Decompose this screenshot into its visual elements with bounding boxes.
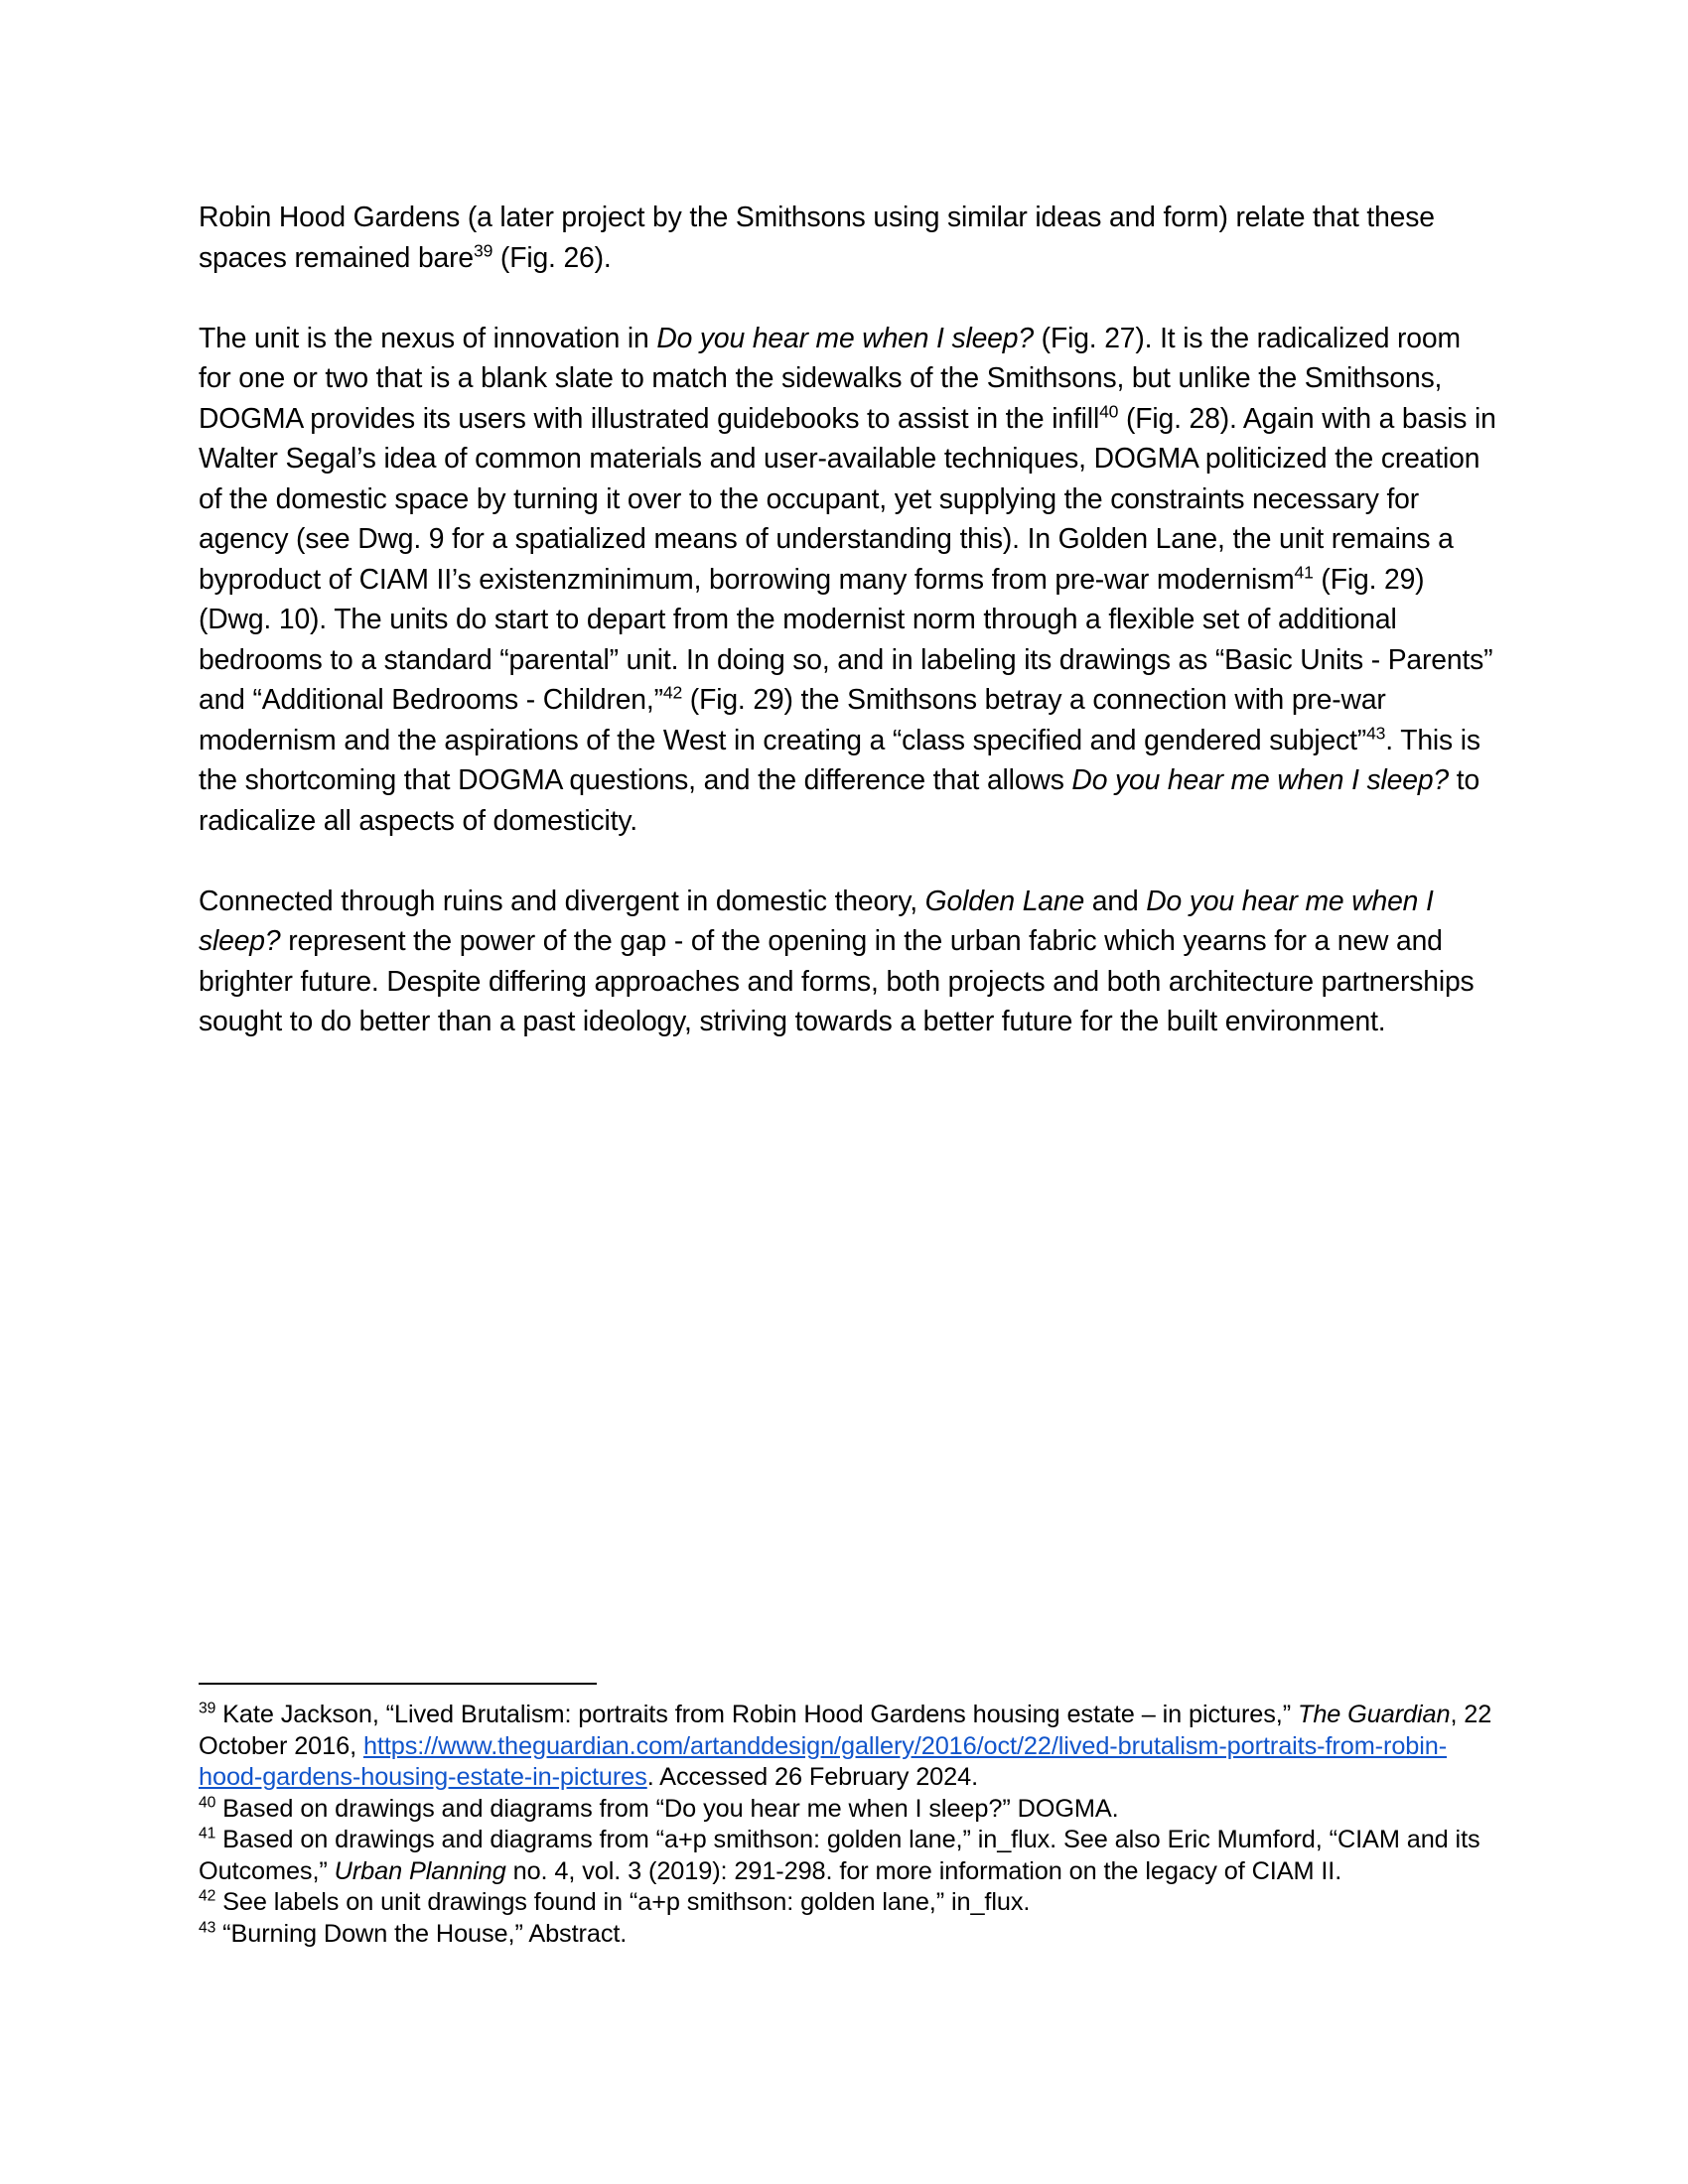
footnote-ref-39[interactable]: 39 — [474, 240, 493, 261]
footnotes — [199, 1700, 1499, 1950]
body-text — [199, 197, 1499, 1081]
footnote-41: $^{41}$ Based on drawings and diagrams from “a+p smithson: golden lane,” in_flux. See also Eric Mumford, “CIAM and its Outcomes,” Urban Planning no. 4, vol. 3 (2019): 291-298. for more information on the legacy of CIAM II. — [199, 1825, 1480, 1885]
footnote-39: $^{39}$ Kate Jackson, “Lived Brutalism: portraits from Robin Hood Gardens housing estate – in pictures,” The Guardian, 22 October 2016, https://www.theguardian.com/artanddesign/gallery/2016/oct/22/lived-brutalism-portraits-from-robin-hood-gardens-housing-estate-in-pictures. Accessed 26 February 2024. — [199, 1700, 1492, 1791]
paragraph-1: Robin Hood Gardens (a later project by the Smithsons using similar ideas and form) relate that these spaces remained bare$^{39}$ (Fig. 26). — [199, 201, 1435, 273]
footnote-ref-41[interactable]: 41 — [1294, 562, 1314, 583]
title-italic: Do you hear me when I sleep? — [656, 321, 1034, 353]
title-italic: Do you hear me when I sleep? — [1071, 763, 1450, 795]
footnote-42: $^{42}$ See labels on unit drawings found in “a+p smithson: golden lane,” in_flux. — [199, 1887, 1031, 1916]
footnote-number: 43 — [199, 1919, 216, 1937]
paragraph-3: Connected through ruins and divergent in domestic theory, Golden Lane and Do you hear me when I sleep? represent the power of the gap - of the opening in the urban fabric which yearns for a new and brighter future. Despite differing approaches and forms, both projects and both architecture partnerships sought to do better than a past ideology, striving towards a better future for the built environment. — [199, 884, 1475, 1036]
title-italic: Golden Lane — [924, 884, 1085, 916]
footnote-number: 40 — [199, 1794, 216, 1812]
footnote-ref-42[interactable]: 42 — [662, 682, 683, 703]
footnote-43: $^{43}$ “Burning Down the House,” Abstract. — [199, 1919, 628, 1948]
footnote-number: 42 — [199, 1887, 216, 1905]
guardian-link[interactable]: https://www.theguardian.com/artanddesign/gallery/2016/oct/22/lived-brutalism-portraits-from-robin-hood-gardens-housing-estate-in-pictures — [199, 1731, 1448, 1791]
footnote-number: 39 — [199, 1700, 216, 1717]
footnote-ref-43[interactable]: 43 — [1366, 723, 1386, 744]
footnote-ref-40[interactable]: 40 — [1099, 401, 1119, 422]
footnote-number: 41 — [199, 1825, 216, 1843]
title-italic: Do you hear me when I sleep? — [199, 884, 1434, 956]
paragraph-2: The unit is the nexus of innovation in Do you hear me when I sleep? (Fig. 27). It is the radicalized room for one or two that is a blank slate to match the sidewalks of the Smithsons, but unlike the Smithsons, DOGMA provides its users with illustrated guidebooks to assist in the infill$^{40}$ (Fig. 28). Again with a basis in Walter Segal’s idea of common materials and user-available techniques, DOGMA politicized the creation of the domestic space by turning it over to the occupant, yet supplying the constraints necessary for agency (see Dwg. 9 for a spatialized means of understanding this). In Golden Lane, the unit remains a byproduct of CIAM II’s existenzminimum, borrowing many forms from pre-war modernism$^{41}$ (Fig. 29) (Dwg. 10). The units do start to depart from the modernist norm through a flexible set of additional bedrooms to a standard “parental” unit. In doing so, and in labeling its drawings as “Basic Units - Parents” and “Additional Bedrooms - Children,”$^{42}$ (Fig. 29) the Smithsons betray a connection with pre-war modernism and the aspirations of the West in creating a “class specified and gendered subject”$^{43}$. This is the shortcoming that DOGMA questions, and the difference that allows Do you hear me when I sleep? to radicalize all aspects of domesticity. — [199, 321, 1496, 836]
footnote-separator — [199, 1683, 597, 1685]
footnote-40: $^{40}$ Based on drawings and diagrams from “Do you hear me when I sleep?” DOGMA. — [199, 1794, 1119, 1823]
